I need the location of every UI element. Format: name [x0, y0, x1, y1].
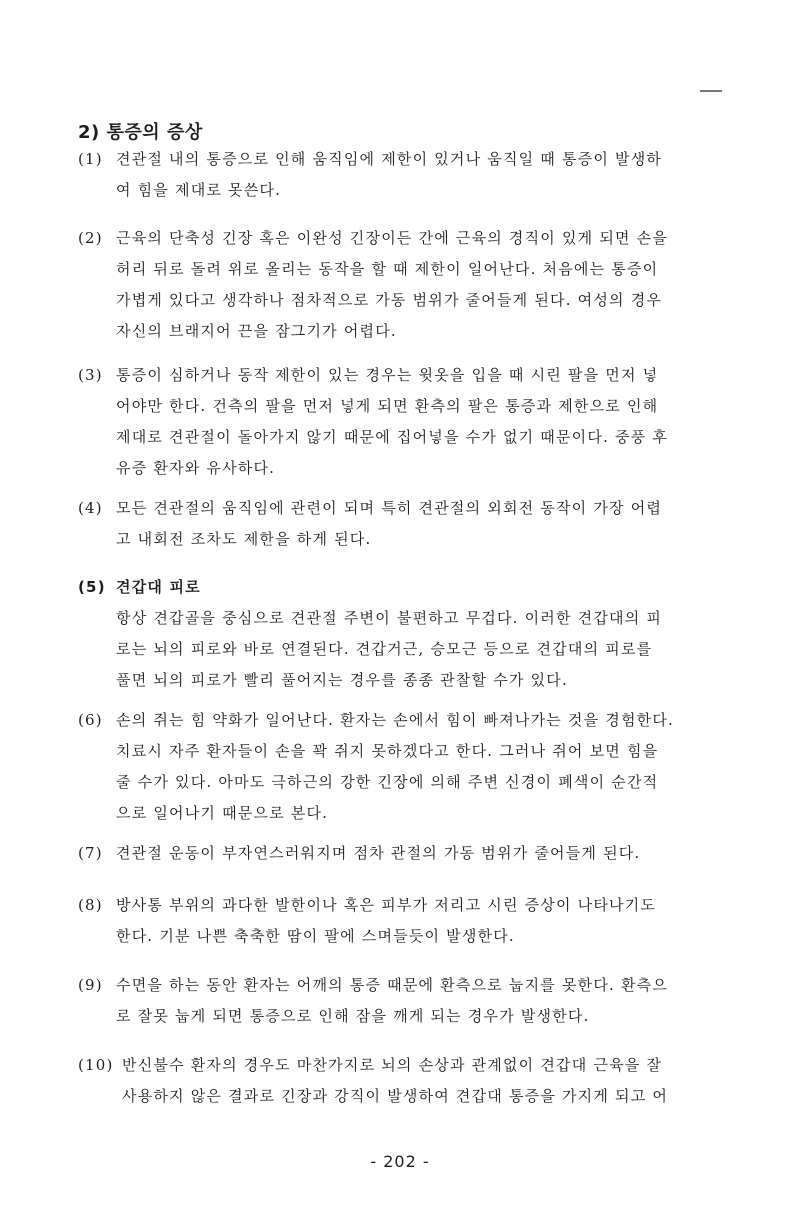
item-heading: 견갑대 피로 — [116, 578, 201, 596]
item-number: (10) — [78, 1056, 114, 1074]
section-title: 2) 통증의 증상 — [78, 122, 203, 143]
item-text: 수면을 하는 동안 환자는 어깨의 통증 때문에 환측으로 눕지를 못한다. 환측으 — [116, 976, 669, 994]
item-number: (5) — [78, 578, 106, 596]
item-text: 허리 뒤로 돌려 위로 올리는 동작을 할 때 제한이 일어난다. 처음에는 통증이 — [116, 260, 659, 278]
list-item — [78, 144, 738, 206]
item-text: 한다. 기분 나쁜 축축한 땀이 팔에 스며들듯이 발생한다. — [116, 927, 515, 945]
list-item — [78, 572, 738, 696]
list-item — [78, 890, 738, 952]
scan-mark — [700, 90, 722, 92]
item-text: 고 내회전 조차도 제한을 하게 된다. — [116, 530, 372, 548]
item-text: 견관절 내의 통증으로 인해 움직임에 제한이 있거나 움직일 때 통증이 발생하 — [116, 150, 663, 168]
item-number: (9) — [78, 976, 103, 994]
item-text: 로는 뇌의 피로와 바로 연결된다. 견갑거근, 승모근 등으로 견갑대의 피로를 — [116, 640, 653, 658]
item-text: 통증이 심하거나 동작 제한이 있는 경우는 윗옷을 입을 때 시린 팔을 먼저 넣 — [116, 366, 659, 384]
list-item — [78, 223, 738, 347]
item-text: 어야만 한다. 건측의 팔을 먼저 넣게 되면 환측의 팔은 통증과 제한으로 인해 — [116, 397, 659, 415]
item-text: 유증 환자와 유사하다. — [116, 459, 276, 477]
item-text: 으로 일어나기 때문으로 본다. — [116, 804, 329, 822]
item-number: (1) — [78, 150, 103, 168]
item-number: (6) — [78, 711, 103, 729]
item-number: (4) — [78, 499, 103, 517]
list-item — [78, 493, 738, 555]
item-text: 근육의 단축성 긴장 혹은 이완성 긴장이든 간에 근육의 경직이 있게 되면 손을 — [116, 229, 669, 247]
item-text: 사용하지 않은 결과로 긴장과 강직이 발생하여 견갑대 통증을 가지게 되고 어 — [122, 1087, 669, 1105]
item-number: (7) — [78, 844, 103, 862]
item-text: 견관절 운동이 부자연스러워지며 점차 관절의 가동 범위가 줄어들게 된다. — [116, 844, 641, 862]
item-text: 제대로 견관절이 돌아가지 않기 때문에 집어넣을 수가 없기 때문이다. 중풍 후 — [116, 428, 669, 446]
item-text: 여 힘을 제대로 못쓴다. — [116, 181, 282, 199]
item-number: (8) — [78, 896, 103, 914]
item-text: 줄 수가 있다. 아마도 극하근의 강한 긴장에 의해 주변 신경이 폐색이 순간적 — [116, 773, 659, 791]
list-item — [78, 360, 738, 484]
item-text: 치료시 자주 환자들이 손을 꽉 쥐지 못하겠다고 한다. 그러나 쥐어 보면 힘을 — [116, 742, 659, 760]
item-text: 가볍게 있다고 생각하나 점차적으로 가동 범위가 줄어들게 된다. 여성의 경우 — [116, 291, 663, 309]
item-text: 방사통 부위의 과다한 발한이나 혹은 피부가 저리고 시린 증상이 나타나기도 — [116, 896, 657, 914]
item-number: (3) — [78, 366, 103, 384]
page-number: - 202 - — [370, 1152, 430, 1171]
item-text: 풀면 뇌의 피로가 빨리 풀어지는 경우를 종종 관찰할 수가 있다. — [116, 671, 568, 689]
item-text: 로 잘못 눕게 되면 통증으로 인해 잠을 깨게 되는 경우가 발생한다. — [116, 1007, 590, 1025]
item-number: (2) — [78, 229, 103, 247]
item-text: 모든 견관절의 움직임에 관련이 되며 특히 견관절의 외회전 동작이 가장 어렵 — [116, 499, 663, 517]
list-item — [78, 1050, 738, 1112]
item-text: 반신불수 환자의 경우도 마찬가지로 뇌의 손상과 관계없이 견갑대 근육을 잘 — [122, 1056, 663, 1074]
item-text: 항상 견갑골을 중심으로 견관절 주변이 불편하고 무겁다. 이러한 견갑대의 피 — [116, 609, 663, 627]
item-text: 손의 쥐는 힘 약화가 일어난다. 환자는 손에서 힘이 빠져나가는 것을 경험한다. — [116, 711, 675, 729]
list-item — [78, 970, 738, 1032]
item-text: 자신의 브래지어 끈을 잠그기가 어렵다. — [116, 322, 397, 340]
list-item — [78, 838, 738, 869]
list-item — [78, 705, 738, 829]
